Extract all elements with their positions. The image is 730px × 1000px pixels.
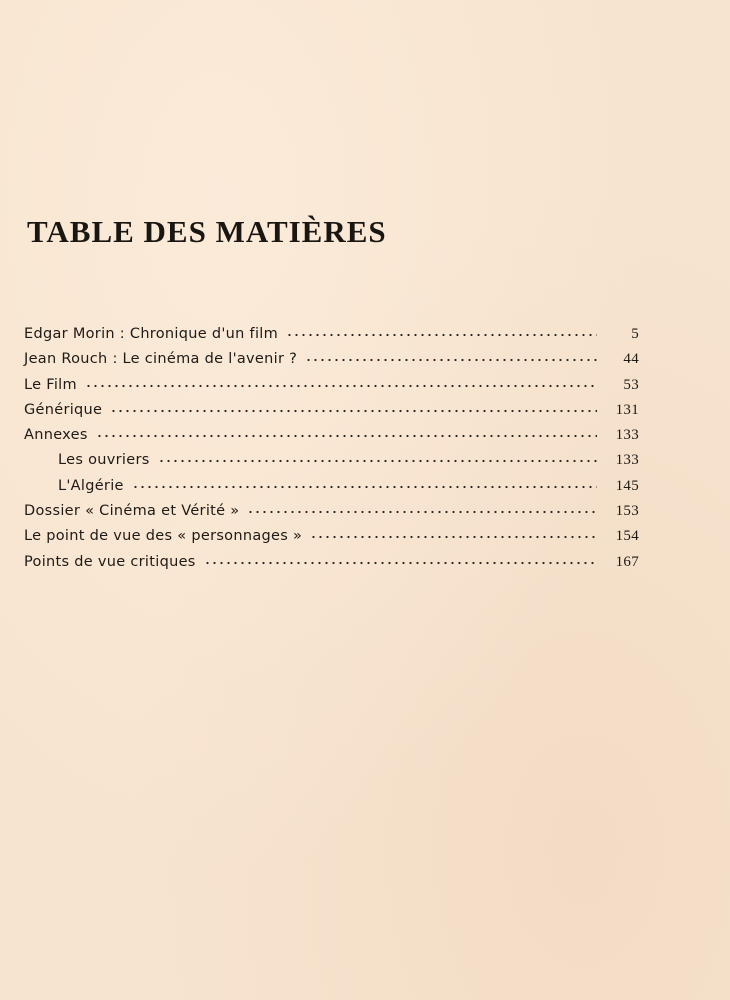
toc-page-number: 131 [615, 401, 639, 418]
toc-page-number: 167 [615, 553, 639, 570]
toc-entry-label: Le Film [24, 376, 77, 393]
toc-entry-label: L'Algérie [58, 477, 124, 494]
toc-entry-label: Annexes [24, 427, 88, 444]
toc-entry [24, 375, 639, 400]
toc-entry [24, 526, 639, 551]
toc-entry [24, 425, 639, 450]
toc-page-number: 154 [615, 528, 639, 545]
toc-entry-label: Dossier « Cinéma et Vérité » [24, 503, 240, 520]
page-title: TABLE DES MATIÈRES [27, 214, 387, 249]
toc-page-number: 145 [615, 477, 639, 494]
toc-page-number: 44 [623, 351, 639, 368]
toc-entry [24, 324, 639, 349]
toc-page-number: 153 [615, 503, 639, 520]
toc-entry [24, 349, 639, 374]
toc-entry-label: Edgar Morin : Chronique d'un film [24, 326, 279, 342]
toc-page-number: 133 [615, 427, 639, 444]
toc-page-number: 53 [623, 376, 639, 393]
dot-leader [305, 348, 597, 362]
dot-leader [286, 323, 597, 337]
toc-entry [24, 400, 639, 425]
dot-leader [110, 399, 597, 413]
toc-subentry [24, 476, 639, 501]
table-of-contents [24, 324, 639, 577]
dot-leader [158, 449, 597, 463]
dot-leader [132, 475, 597, 489]
toc-entry-label: Jean Rouch : Le cinéma de l'avenir ? [24, 351, 298, 368]
toc-subentry [24, 450, 639, 475]
dot-leader [247, 500, 597, 514]
toc-entry-label: Le point de vue des « personnages » [24, 528, 303, 545]
toc-page-number: 5 [631, 326, 639, 342]
toc-entry-label: Points de vue critiques [24, 553, 196, 570]
dot-leader [310, 525, 597, 539]
dot-leader [96, 424, 597, 438]
toc-entry [24, 552, 639, 577]
toc-page-number: 133 [615, 452, 639, 469]
dot-leader [204, 551, 597, 565]
toc-entry [24, 501, 639, 526]
dot-leader [85, 374, 597, 388]
toc-entry-label: Générique [24, 401, 103, 418]
toc-entry-label: Les ouvriers [58, 452, 150, 469]
